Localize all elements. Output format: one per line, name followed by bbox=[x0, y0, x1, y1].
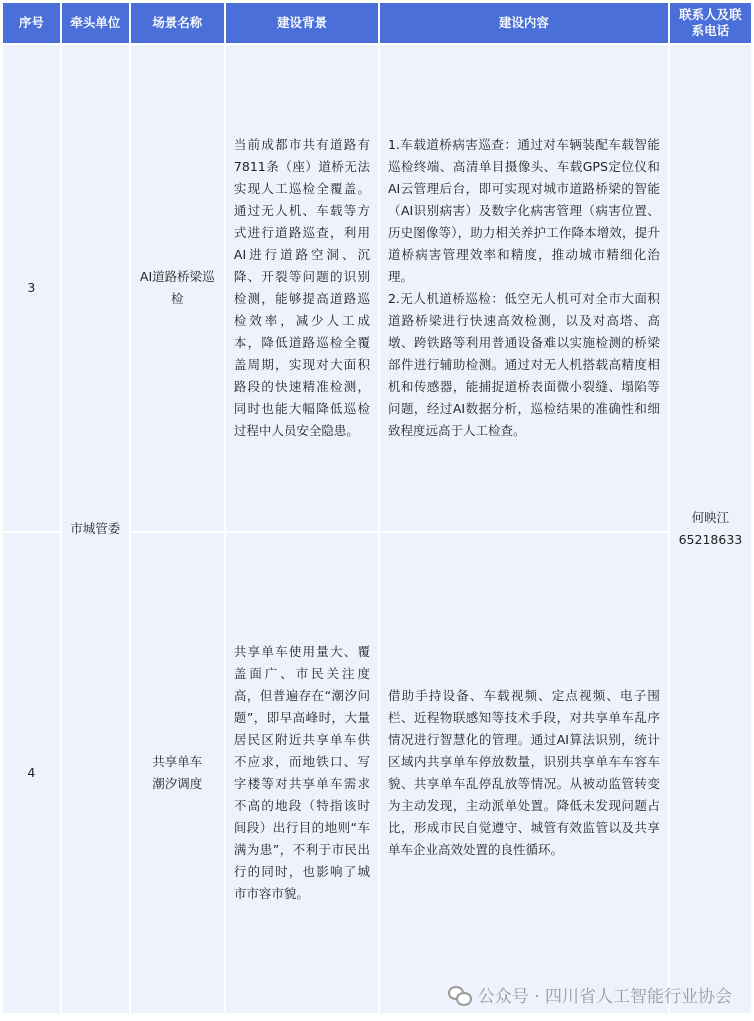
header-contact: 联系人及联系电话 bbox=[670, 3, 751, 43]
content-cell bbox=[380, 45, 668, 531]
row-index: 3 bbox=[3, 45, 60, 531]
scene-name-cell bbox=[131, 533, 224, 1013]
scene-name-cell: AI道路桥梁巡检 bbox=[131, 45, 224, 531]
content-cell: 借助手持设备、车载视频、定点视频、电子围栏、近程物联感知等技术手段，对共享单车乱序情况进行智慧化的管理。通过AI算法识别，统计区域内共享单车停放数量，识别共享单车车容车貌、共享单车乱停乱放等情况。从被动监管转变为主动发现，主动派单处置。降低未发现问题占比，形成市民自觉遵守、城管有效监管以及共享单车企业高效处置的良性循环。 bbox=[380, 533, 668, 1013]
scene-table bbox=[1, 1, 753, 1015]
contact-cell bbox=[670, 45, 751, 1013]
background-cell: 当前成都市共有道路有7811条（座）道桥无法实现人工巡检全覆盖。通过无人机、车载等方式进行道路巡查，利用AI进行道路空洞、沉降、开裂等问题的识别检测，能够提高道路巡检效率，减少人工成本，降低道路巡检全覆盖周期，实现对大面积路段的快速精准检测，同时也能大幅降低巡检过程中人员安全隐患。 bbox=[226, 45, 378, 531]
contact-phone: 65218633 bbox=[678, 532, 743, 547]
content-paragraph: 2.无人机道桥巡检：低空无人机可对全市大面积道路桥梁进行快速高效检测，以及对高塔、高墩、跨铁路等利用普通设备难以实施检测的桥梁部件进行辅助检测。通过对无人机搭载高精度相机和传感器，能捕捉道桥表面微小裂缝、塌陷等问题，经过AI数据分析，巡检结果的准确性和细致程度远高于人工检查。 bbox=[387, 291, 660, 438]
lead-unit-cell: 市城管委 bbox=[62, 45, 129, 1013]
header-content: 建设内容 bbox=[380, 3, 668, 43]
header-lead-unit: 牵头单位 bbox=[62, 3, 129, 43]
wechat-icon bbox=[448, 986, 470, 1004]
header-scene: 场景名称 bbox=[131, 3, 224, 43]
scene-name-line: 潮汐调度 bbox=[152, 776, 203, 791]
header-background: 建设背景 bbox=[226, 3, 378, 43]
content-paragraph: 1.车载道桥病害巡查：通过对车辆装配车载智能巡检终端、高清单目摄像头、车载GPS定位仪和AI云管理后台，即可实现对城市道路桥梁的智能（AI识别病害）及数字化病害管理（病害位置、历史图像等），助力相关养护工作降本增效，提升道桥病害管理效率和精度，推动城市精细化治理。 bbox=[387, 137, 660, 284]
header-index: 序号 bbox=[3, 3, 60, 43]
background-cell: 共享单车使用量大、覆盖面广、市民关注度高，但普遍存在“潮汐问题”，即早高峰时，大量居民区附近共享单车供不应求，而地铁口、写字楼等对共享单车需求不高的地段（特指该时间段）出行目的地则“车满为患”，不利于市民出行的同时，也影响了城市市容市貌。 bbox=[226, 533, 378, 1013]
table-row bbox=[3, 45, 751, 531]
row-index: 4 bbox=[3, 533, 60, 1013]
contact-name: 何映江 bbox=[691, 510, 730, 525]
header-row bbox=[3, 3, 751, 43]
watermark-text: 公众号 · 四川省人工智能行业协会 bbox=[477, 987, 732, 1007]
watermark bbox=[448, 982, 732, 1007]
scene-name-line: 共享单车 bbox=[152, 754, 203, 769]
